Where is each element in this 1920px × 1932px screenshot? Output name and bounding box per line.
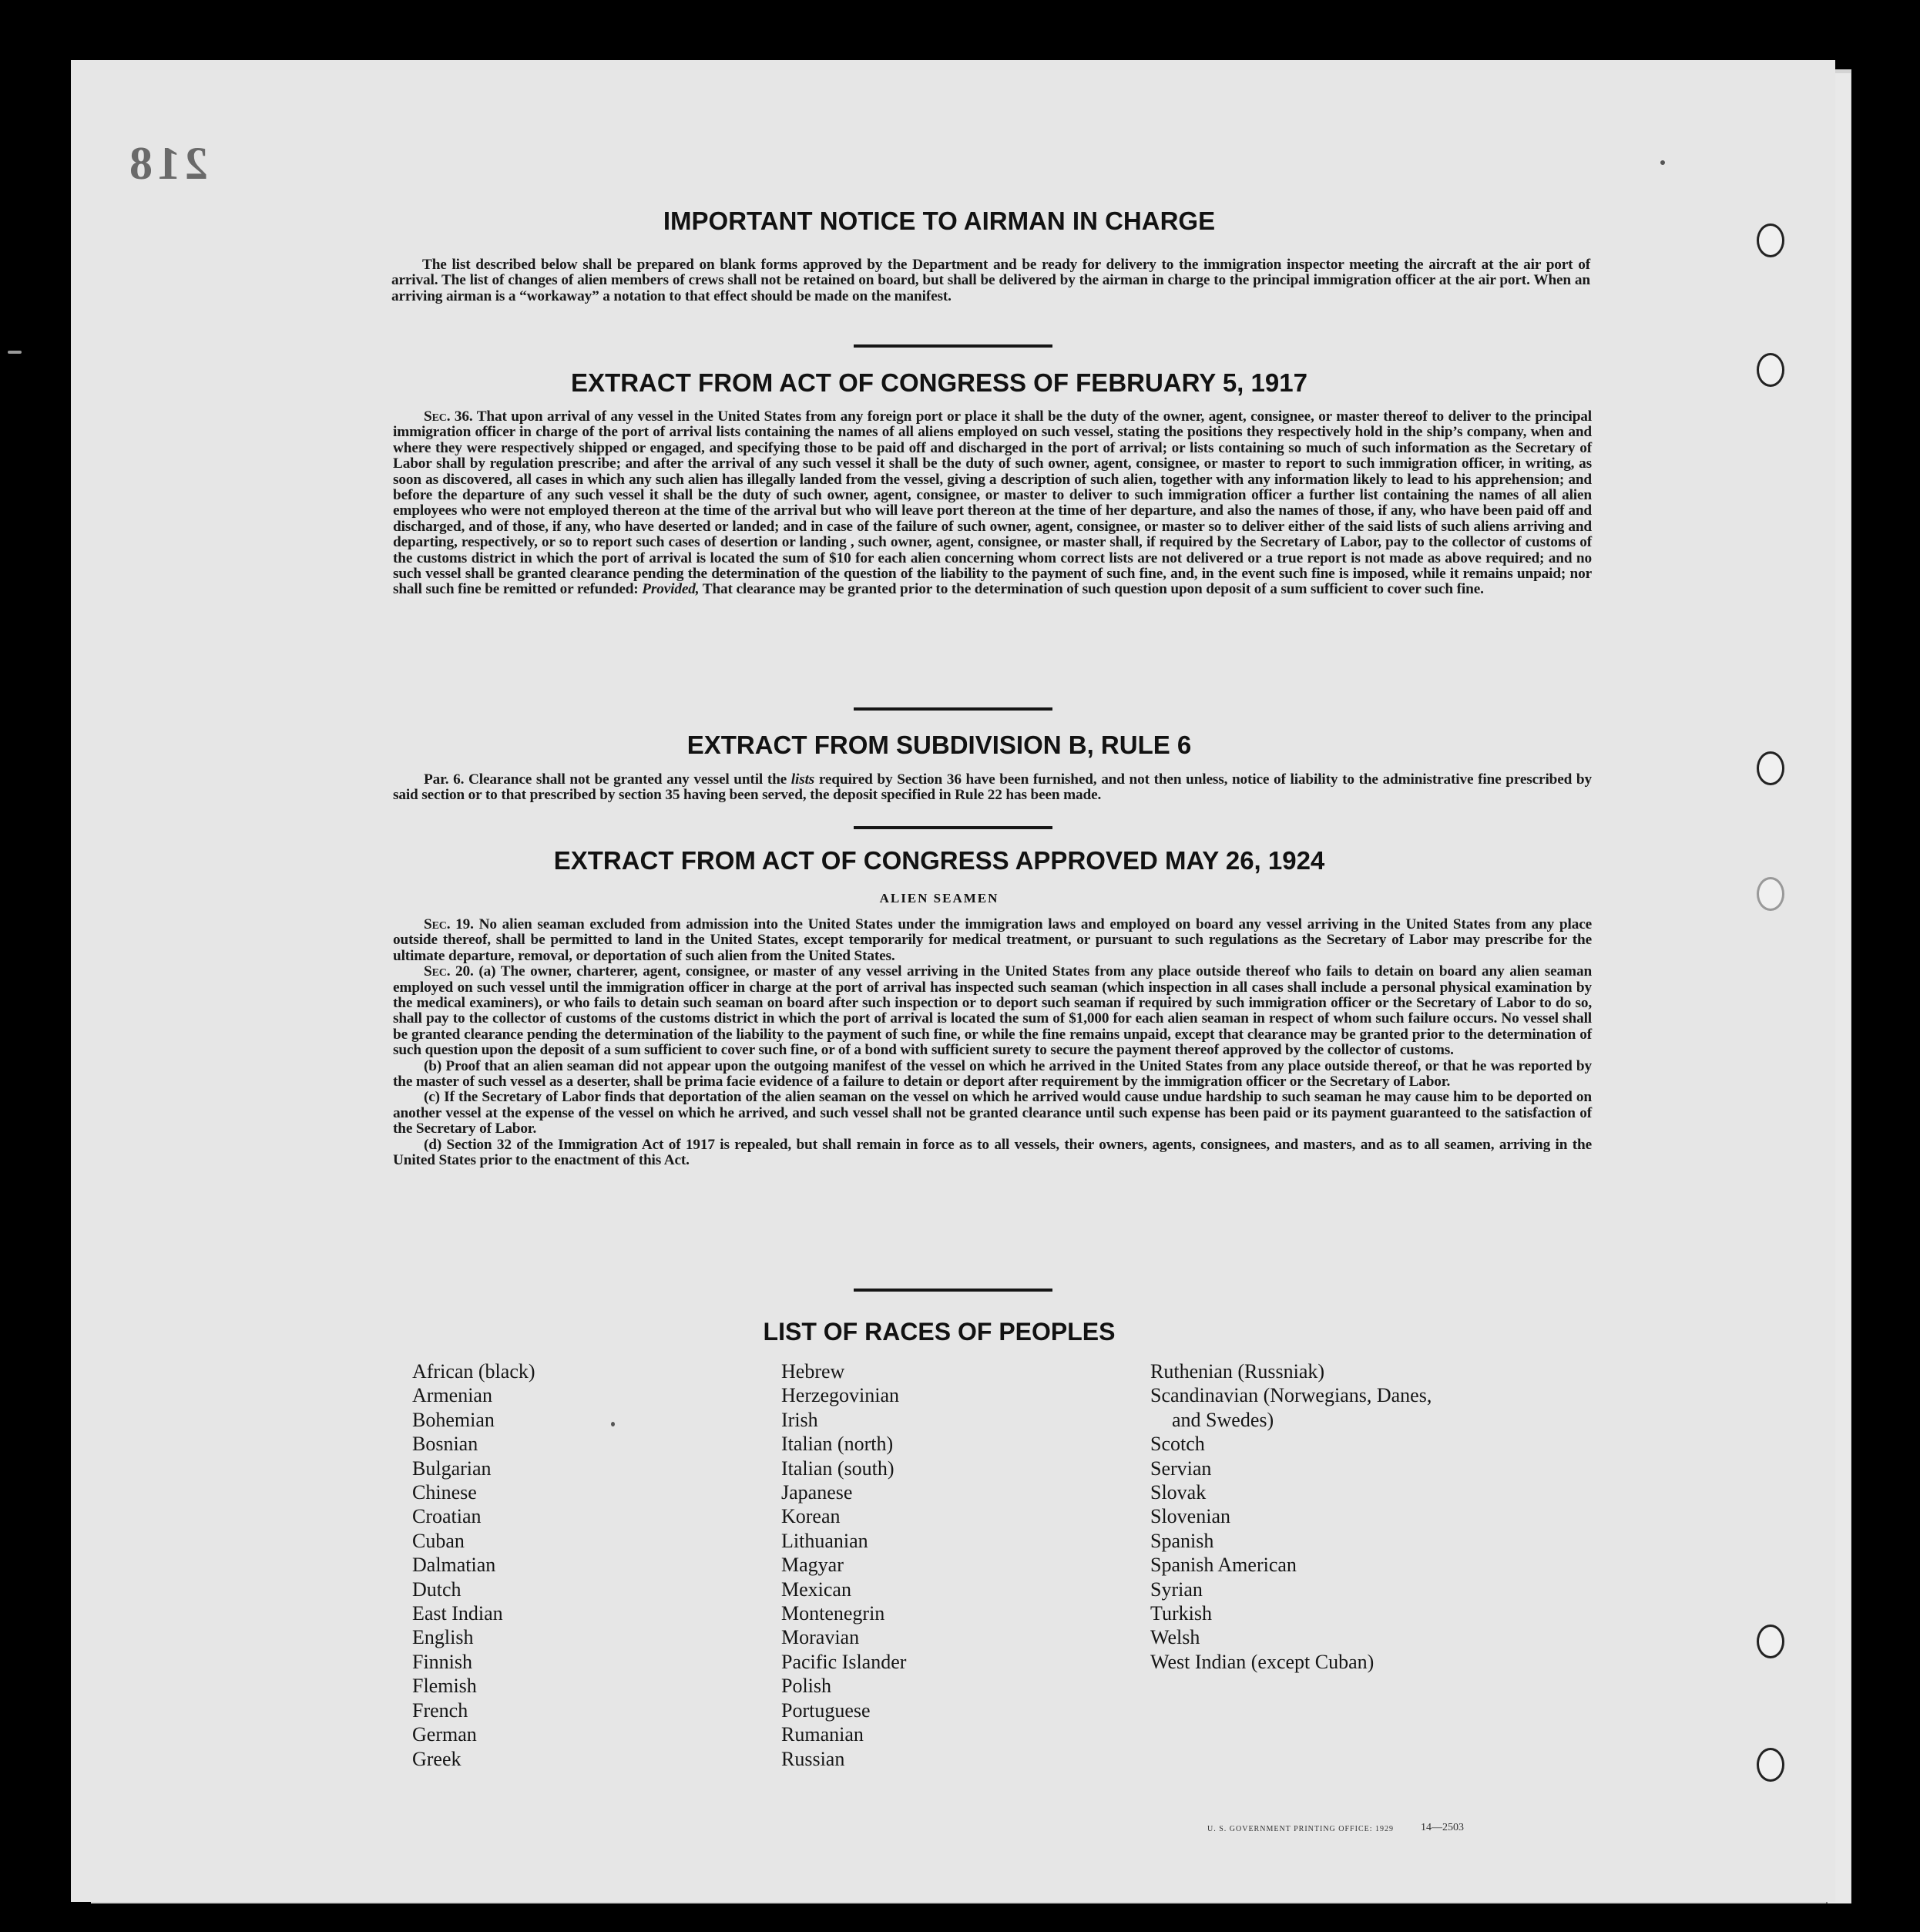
printing-office-imprint: U. S. GOVERNMENT PRINTING OFFICE: 1929	[1207, 1825, 1394, 1833]
par-6-text: Par. 6. Clearance shall not be granted any vessel until the	[424, 771, 787, 788]
sec-20b-paragraph: (b) Proof that an alien seaman did not appear upon the outgoing manifest of the vessel on which he arrived in the United States from any place outside thereof, or that he was reported by the master of such vessel as a deserter, shall be prima facie evidence of a failure to detain or deport after requirement by the immigration officer or the Secretary of Labor.	[393, 1057, 1592, 1090]
races-column-3	[1150, 1359, 1432, 1674]
document-page	[71, 60, 1835, 1902]
race-item: Herzegovinian	[781, 1384, 900, 1407]
sec-19-label: Sec. 19.	[424, 916, 474, 932]
race-item: Moravian	[781, 1626, 860, 1649]
notice-text	[391, 257, 1590, 304]
race-item: Russian	[781, 1747, 845, 1770]
race-item: Ruthenian (Russniak)	[1150, 1360, 1325, 1383]
punch-hole	[1757, 1625, 1784, 1658]
race-item: Irish	[781, 1408, 818, 1431]
act-1924-title: EXTRACT FROM ACT OF CONGRESS APPROVED MAY 26, 1924	[553, 846, 1325, 875]
race-item: Montenegrin	[781, 1602, 885, 1625]
race-item: Pacific Islander	[781, 1650, 907, 1673]
punch-hole	[1757, 877, 1784, 911]
par-6-text-end: required by Section 36 have been furnished, and not then unless, notice of liability to the administrative fine prescribed by said section or to that prescribed by section 35 having been served, the deposit specified in Rule 22 has been made.	[393, 771, 1592, 804]
race-item: Spanish American	[1150, 1554, 1297, 1577]
race-item: Welsh	[1150, 1626, 1200, 1649]
lists-word: lists	[790, 771, 815, 788]
race-item: English	[412, 1626, 474, 1649]
notice-paragraph: The list described below shall be prepared on blank forms approved by the Department and be ready for delivery to the immigration inspector meeting the aircraft at the air port of arrival. The list of changes of alien members of crews shall not be retained on board, but shall be delivered by the airman in charge to the principal immigration officer at the air port. When an arriving airman is a “workaway” a notation to that effect should be made on the manifest.	[391, 257, 1590, 304]
race-item: Flemish	[412, 1675, 477, 1698]
act-1917-title: EXTRACT FROM ACT OF CONGRESS OF FEBRUARY 5, 1917	[571, 368, 1307, 397]
sec-20-label: Sec. 20.	[424, 963, 474, 980]
race-item: Chinese	[412, 1481, 477, 1504]
punch-hole	[1757, 1748, 1784, 1782]
race-item: Turkish	[1150, 1602, 1212, 1625]
race-item: Slovenian	[1150, 1505, 1230, 1528]
race-item: Slovak	[1150, 1481, 1207, 1504]
notice-title: IMPORTANT NOTICE TO AIRMAN IN CHARGE	[663, 207, 1216, 235]
race-item: Bulgarian	[412, 1457, 492, 1480]
race-item: East Indian	[412, 1602, 503, 1625]
race-item: Cuban	[412, 1529, 465, 1552]
provided-word: Provided,	[642, 581, 700, 598]
scan-mark	[8, 351, 22, 354]
race-item: Armenian	[412, 1384, 492, 1407]
sec-36-text-end: That clearance may be granted prior to the determination of such question upon deposit of a sum sufficient to cover such fine.	[702, 581, 1484, 598]
sec-20a-paragraph	[393, 964, 1592, 1058]
race-item: Polish	[781, 1675, 832, 1698]
page-number: 218	[125, 138, 208, 189]
race-item: Japanese	[781, 1481, 853, 1504]
punch-hole	[1757, 751, 1784, 785]
race-item: Portuguese	[781, 1698, 871, 1722]
race-item: African (black)	[412, 1360, 535, 1383]
divider	[854, 826, 1052, 829]
divider	[854, 707, 1052, 711]
rule-6-text	[393, 772, 1592, 804]
sec-36-label: Sec. 36.	[424, 408, 473, 425]
races-column-1	[412, 1359, 535, 1771]
act-1917-text	[393, 409, 1592, 598]
sec-20a-text: (a) The owner, charterer, agent, consignee, or master of any vessel arriving in the United States from any place outside thereof who fails to detain on board any alien seaman employed on such vessel until the immigration officer in charge at the port of arrival has inspected such seaman (which inspection in all cases shall include a personal physical examination by the medical examiners), or who fails to detain such seaman on board after such inspection or to deport such seaman if required by such immigration officer or the Secretary of Labor to do so, shall pay to the collector of customs of the customs district in which the port of arrival is located the sum of $1,000 for each alien seaman in respect of whom such failure occurs. No vessel shall be granted clearance pending the determination of the liability to the payment of such fine, or while the fine remains unpaid, except that clearance may be granted prior to the determination of such question upon the deposit of a sum sufficient to cover such fine, or of a bond with sufficient surety to secure the payment thereof approved by the collector of customs.	[393, 963, 1593, 1059]
race-item: Mexican	[781, 1578, 851, 1601]
race-item: Scandinavian (Norwegians, Danes,	[1150, 1384, 1432, 1407]
race-item: French	[412, 1698, 468, 1722]
race-item: Syrian	[1150, 1578, 1203, 1601]
sec-36-text: That upon arrival of any vessel in the United States from any foreign port or place it shall be the duty of the owner, agent, consignee, or master thereof to deliver to the principal immigration officer in charge of the port of arrival lists containing the names of all aliens employed on such vessel, stating the positions they respectively hold in the ship’s company, when and where they were respectively shipped or engaged, and specifying those to be paid off and discharged in the port of arrival; or lists containing so much of such information as the Secretary of Labor shall by regulation prescribe; and after the arrival of any such vessel it shall be the duty of such owner, agent, consignee, or master to report to such immigration officer, in writing, as soon as discovered, all cases in which any such alien has illegally landed from the vessel, giving a description of such alien, together with any information likely to lead to his apprehension; and before the departure of any such vessel it shall be the duty of such owner, agent, consignee, or master to deliver to such immigration officer a further list containing the names of all alien employees who were not employed thereon at the time of the arrival but who will leave port thereon at the time of her departure, and also the names of those, if any, who have been paid off and discharged, and of those, if any, who have deserted or landed; and in case of the failure of such owner, agent, consignee, or master so to deliver either of the said lists of such aliens arriving and departing, respectively, or so to report such cases of desertion or landing , such owner, agent, consignee, or master shall, if required by the Secretary of Labor, pay to the collector of customs of the customs district in which the port of arrival is located the sum of $10 for each alien concerning whom correct lists are not delivered or a true report is not made as above required; and no such vessel shall be granted clearance pending the determination of the question of the liability to the payment of such fine, and, in the event such fine is imposed, while it remains unpaid; nor shall such fine be remitted or refunded:	[393, 408, 1592, 598]
rule-6-title: EXTRACT FROM SUBDIVISION B, RULE 6	[686, 731, 1192, 759]
race-item: Italian (south)	[781, 1457, 895, 1480]
race-item: Spanish	[1150, 1529, 1214, 1552]
race-item: Servian	[1150, 1457, 1212, 1480]
race-item: Scotch	[1150, 1433, 1205, 1456]
race-item: Korean	[781, 1505, 841, 1528]
divider	[854, 1289, 1052, 1292]
sec-19-paragraph	[393, 917, 1592, 964]
race-item: Finnish	[412, 1650, 473, 1673]
race-item: Greek	[412, 1747, 462, 1770]
race-item: Croatian	[412, 1505, 482, 1528]
race-item: Rumanian	[781, 1723, 864, 1746]
race-item: Italian (north)	[781, 1433, 894, 1456]
alien-seamen-subtitle: ALIEN SEAMEN	[879, 891, 999, 906]
ink-speck	[1660, 160, 1665, 165]
race-item: Bohemian	[412, 1408, 495, 1431]
punch-hole	[1757, 223, 1784, 257]
races-column-2	[781, 1359, 906, 1771]
sec-20d-paragraph: (d) Section 32 of the Immigration Act of 1917 is repealed, but shall remain in force as to all vessels, their owners, agents, consignees, and masters, and as to all seamen, arriving in the United States prior to the enactment of this Act.	[393, 1136, 1592, 1169]
races-title: LIST OF RACES OF PEOPLES	[763, 1318, 1116, 1346]
sec-19-text: No alien seaman excluded from admission into the United States under the immigration laws and employed on board any vessel arriving in the United States from any place outside thereof, shall be permitted to land in the United States, except temporarily for medical treatment, or pursuant to such regulations as the Secretary of Labor may prescribe for the ultimate departure, removal, or deportation of such alien from the United States.	[393, 916, 1593, 964]
race-item-continuation: and Swedes)	[1172, 1408, 1274, 1431]
par-6-paragraph	[393, 772, 1592, 804]
sec-20c-paragraph: (c) If the Secretary of Labor finds that deportation of the alien seaman on the vessel on which he arrived would cause undue hardship to such seaman he may cause him to be deported on another vessel at the expense of the vessel on which he arrived, and such vessel shall not be granted clearance until such expense has been paid or its payment guaranteed to the satisfaction of the Secretary of Labor.	[393, 1089, 1592, 1137]
ink-speck	[611, 1422, 615, 1426]
sec-36-paragraph	[393, 409, 1592, 598]
race-item: Lithuanian	[781, 1529, 868, 1552]
divider	[854, 344, 1052, 348]
race-item: Dutch	[412, 1578, 462, 1601]
form-number: 14—2503	[1421, 1822, 1464, 1833]
race-item: Dalmatian	[412, 1554, 496, 1577]
race-item: German	[412, 1723, 477, 1746]
race-item: Magyar	[781, 1554, 844, 1577]
race-item: Hebrew	[781, 1360, 845, 1383]
act-1924-text	[393, 917, 1592, 1169]
race-item: Bosnian	[412, 1433, 478, 1456]
punch-hole	[1757, 353, 1784, 387]
race-item: West Indian (except Cuban)	[1150, 1650, 1375, 1673]
